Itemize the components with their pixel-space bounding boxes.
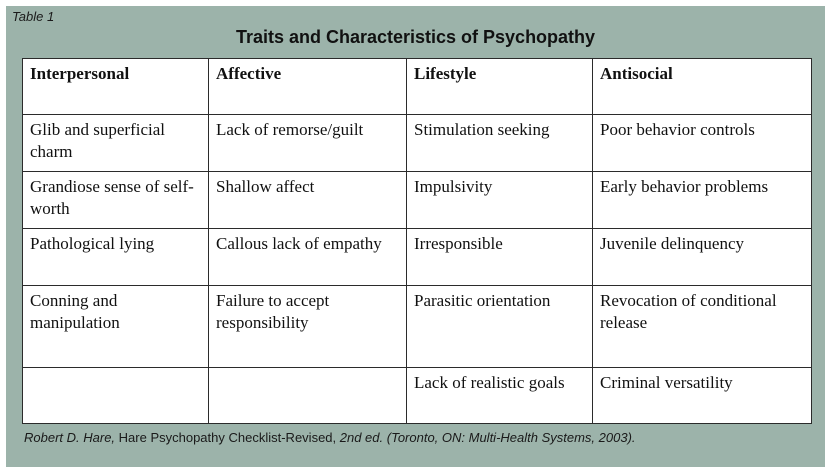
table-cell: Parasitic orientation	[407, 286, 593, 368]
column-header-interpersonal: Interpersonal	[23, 59, 209, 115]
table-panel	[6, 6, 825, 467]
table-row	[23, 229, 812, 286]
table-cell: Revocation of conditional release	[593, 286, 812, 368]
table-row	[23, 172, 812, 229]
source-citation	[24, 430, 636, 445]
table-row	[23, 115, 812, 172]
table-cell: Pathological lying	[23, 229, 209, 286]
table-cell: Callous lack of empathy	[209, 229, 407, 286]
table-cell: Poor behavior controls	[593, 115, 812, 172]
table-cell: Shallow affect	[209, 172, 407, 229]
table-cell	[209, 368, 407, 424]
table-row	[23, 368, 812, 424]
column-header-affective: Affective	[209, 59, 407, 115]
column-header-lifestyle: Lifestyle	[407, 59, 593, 115]
table-cell: Impulsivity	[407, 172, 593, 229]
table-cell: Lack of realistic goals	[407, 368, 593, 424]
table-cell: Grandiose sense of self-worth	[23, 172, 209, 229]
table-cell: Irresponsible	[407, 229, 593, 286]
table-cell: Stimulation seeking	[407, 115, 593, 172]
table-row	[23, 286, 812, 368]
citation-work: Hare Psychopathy Checklist-Revised,	[115, 430, 337, 445]
table-cell: Glib and superficial charm	[23, 115, 209, 172]
table-cell: Failure to accept responsibility	[209, 286, 407, 368]
header-row	[23, 59, 812, 115]
citation-details: 2nd ed. (Toronto, ON: Multi-Health Systems, 2003).	[336, 430, 636, 445]
table-title: Traits and Characteristics of Psychopathy	[235, 27, 596, 47]
table-cell: Early behavior problems	[593, 172, 812, 229]
table-cell: Lack of remorse/guilt	[209, 115, 407, 172]
table-cell: Conning and manipulation	[23, 286, 209, 368]
table-cell: Criminal versatility	[593, 368, 812, 424]
table-cell: Juvenile delinquency	[593, 229, 812, 286]
table-cell	[23, 368, 209, 424]
column-header-antisocial: Antisocial	[593, 59, 812, 115]
citation-author: Robert D. Hare,	[24, 430, 116, 445]
traits-table	[22, 58, 812, 424]
table-number-label: Table 1	[12, 9, 55, 24]
